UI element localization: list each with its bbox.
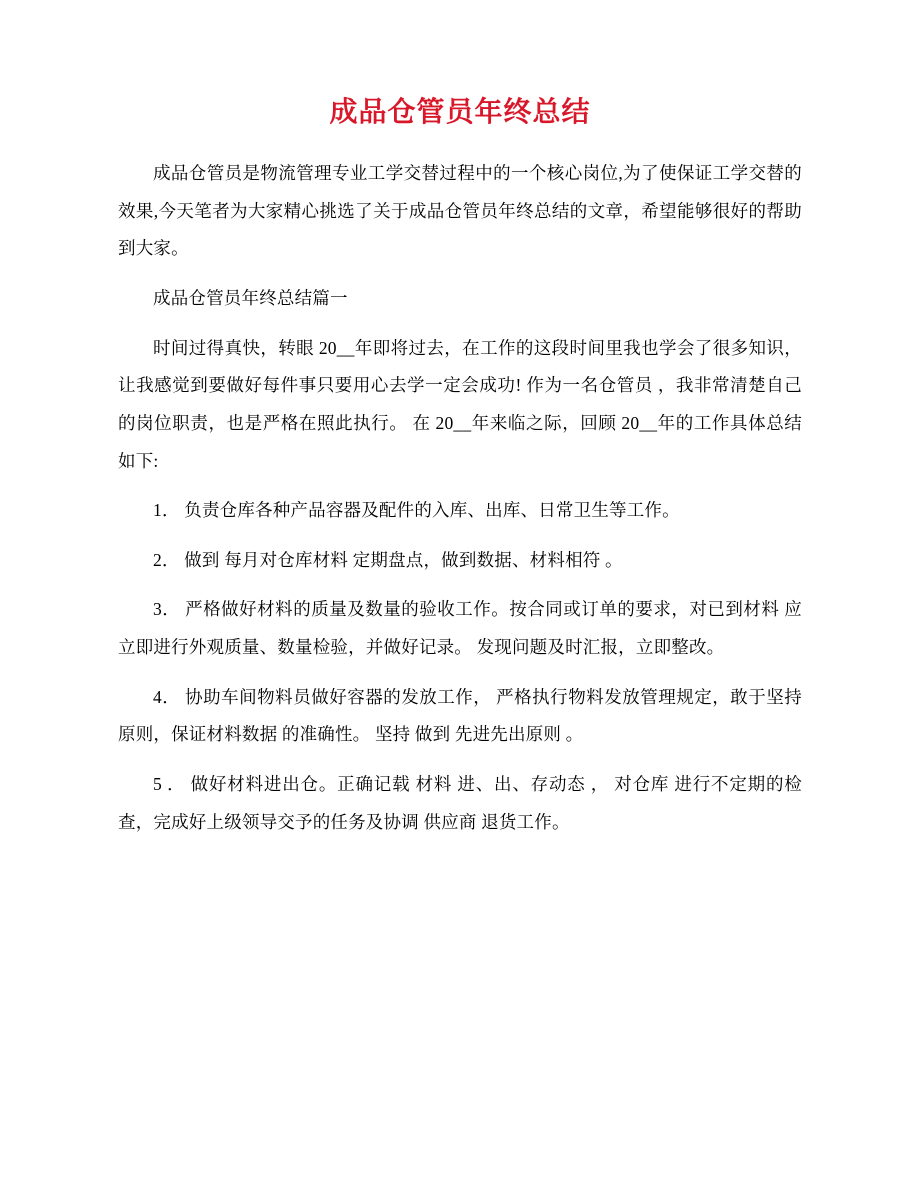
list-item: 3． 严格做好材料的质量及数量的验收工作。按合同或订单的要求，对已到材料 应立即进行外观质量、数量检验，并做好记录。 发现问题及时汇报，立即整改。 bbox=[118, 599, 802, 658]
paragraph-body: 时间过得真快，转眼 20__年即将过去，在工作的这段时间里我也学会了很多知识，让我感觉到要做好每件事只要用心去学一定会成功! 作为一名仓管员 ，我非常清楚自己的岗位职责，也是严格在照此执行。 在 20__年来临之际，回顾 20__年的工作具体总结如下: bbox=[118, 337, 802, 471]
section-heading: 成品仓管员年终总结篇一 bbox=[153, 288, 348, 309]
page-title: 成品仓管员年终总结 bbox=[329, 96, 591, 127]
list-item: 2． 做到 每月对仓库材料 定期盘点，做到数据、材料相符 。 bbox=[153, 549, 623, 570]
paragraph-intro: 成品仓管员是物流管理专业工学交替过程中的一个核心岗位,为了使保证工学交替的效果,今天笔者为大家精心挑选了关于成品仓管员年终总结的文章，希望能够很好的帮助到大家。 bbox=[118, 163, 802, 259]
list-item: 5 ． 做好材料进出仓。正确记载 材料 进、出、存动态 ， 对仓库 进行不定期的检查，完成好上级领导交予的任务及协调 供应商 退货工作。 bbox=[118, 773, 802, 832]
list-item: 1． 负责仓库各种产品容器及配件的入库、出库、日常卫生等工作。 bbox=[153, 500, 680, 521]
list-item: 4． 协助车间物料员做好容器的发放工作， 严格执行物料发放管理规定，敢于坚持原则，保证材料数据 的准确性。 坚持 做到 先进先出原则 。 bbox=[118, 686, 802, 745]
